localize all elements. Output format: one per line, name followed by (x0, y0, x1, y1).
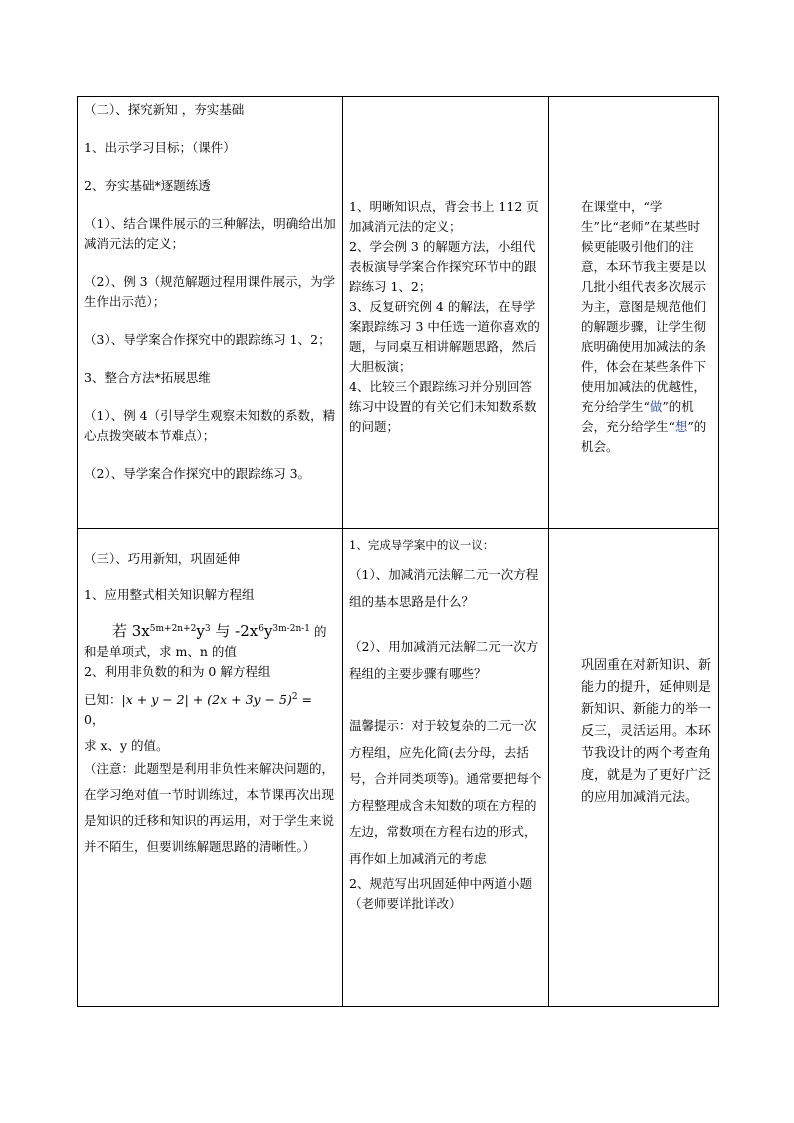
design-intent-cell (549, 529, 719, 1007)
list-item: 4、比较三个跟踪练习并分别回答练习中设置的有关它们未知数系数的问题； (349, 379, 537, 434)
math-exponent: 3 (204, 623, 211, 634)
math-exponent: 2 (291, 691, 298, 702)
question-item: （2）、用加减消元法解二元一次方程组的主要步骤有哪些？ (349, 639, 539, 681)
text-span: ”的机会。 (581, 419, 707, 454)
section-heading: （三）、巧用新知，巩固延伸 (84, 551, 241, 566)
text-span: 在课堂中，“学生”比“老师”在某些时候更能吸引他们的注意，本环节我主要是以几批小组代表多次展示为主，意图是规范他们的解题步骤，让学生彻底明确使用加减法的条件，体会在某些条件下使用加减法的优越性，充分给学生“ (581, 199, 707, 414)
math-part: y (263, 622, 273, 640)
math-exponent: 5m+2n+2 (149, 623, 197, 634)
tip-text: 温馨提示：对于较复杂的二元一次方程组，应先化简(去分母，去括号，合并同类项等)。通常要把每个方程整理成含未知数的项在方程的左边，常数项在方程右边的形式，再作如上加减消元的考虑 (349, 718, 542, 866)
math-part: 若 3x (112, 622, 150, 640)
math-part: |x + y − 2| + (2x + 3y − 5) (121, 692, 292, 707)
list-item: 1、出示学习目标；（课件） (84, 140, 236, 155)
list-item: （1）、结合课件展示的三种解法，明确给出加减消元法的定义； (84, 216, 336, 251)
list-item: 和是单项式，求 m、n 的值 (84, 644, 237, 659)
monomial-equation (84, 621, 336, 642)
list-item: 3、整合方法*拓展思维 (84, 370, 211, 385)
math-part: 与 -2x (210, 622, 259, 640)
list-item: （3）、导学案合作探究中的跟踪练习 1、2； (84, 332, 331, 347)
list-item: 2、夯实基础*逐题练透 (84, 178, 211, 193)
list-item: （1）、例 4（引导学生观察未知数的系数，精心点拨突破本节难点）； (84, 408, 336, 443)
note-text: （注意：此题型是利用非负性来解决问题的，在学习绝对值一节时训练过，本节课再次出现是知识的迁移和知识的再运用，对于学生来说并不陌生，但要训练解题思路的清晰性。） (84, 761, 335, 854)
list-item: 3、反复研究例 4 的解法，在导学案跟踪练习 3 中任选一道你喜欢的题，与同桌互相讲解题思路，然后大胆板演； (349, 299, 540, 374)
list-item: 1、应用整式相关知识解方程组 (84, 587, 255, 602)
known-label: 已知： (84, 692, 122, 707)
list-item: 1、完成导学案中的议一议： (349, 538, 495, 552)
math-part: = 0， (84, 692, 313, 727)
math-part: y (196, 622, 205, 640)
math-part: 的 (310, 624, 327, 639)
lesson-plan-table (77, 96, 719, 1007)
question-item: （1）、加减消元法解二元一次方程组的基本思路是什么？ (349, 567, 539, 609)
design-intent-text (555, 197, 712, 457)
table-row (78, 97, 719, 529)
list-item: 求 x、y 的值。 (84, 738, 169, 753)
student-activity-cell (343, 529, 549, 1007)
list-item: 2、规范写出巩固延伸中两道小题（老师要详批详改） (349, 876, 532, 911)
teacher-activity-cell (78, 97, 343, 529)
absolute-value-equation (84, 690, 336, 730)
highlight-word-think: 想 (674, 419, 688, 434)
teacher-activity-cell (78, 529, 343, 1007)
student-activity-cell (343, 97, 549, 529)
list-item: 2、利用非负数的和为 0 解方程组 (84, 664, 271, 679)
design-intent-text: 巩固重在对新知识、新能力的提升，延伸则是新知识、新能力的举一反三，灵活运用。本环节我设计的两个考查角度，就是为了更好广泛的应用加减消元法。 (581, 658, 712, 805)
math-exponent: 6 (258, 623, 264, 634)
table-row (78, 529, 719, 1007)
highlight-word-do: 做 (649, 399, 663, 414)
list-item: （2）、例 3（规范解题过程用课件展示，为学生作出示范）； (84, 274, 336, 309)
list-item: 2、学会例 3 的解题方法，小组代表板演导学案合作探究环节中的跟踪练习 1、2； (349, 239, 537, 294)
design-intent-cell (549, 97, 719, 529)
text-span: ”的机会，充分给学生“ (581, 399, 694, 434)
list-item: 1、明晰知识点，背会书上 112 页加减消元法的定义； (349, 199, 539, 234)
math-exponent: 3m-2n-1 (272, 623, 311, 634)
list-item: （2）、导学案合作探究中的跟踪练习 3。 (84, 466, 311, 481)
section-heading: （二）、探究新知 ，夯实基础 (84, 102, 245, 117)
